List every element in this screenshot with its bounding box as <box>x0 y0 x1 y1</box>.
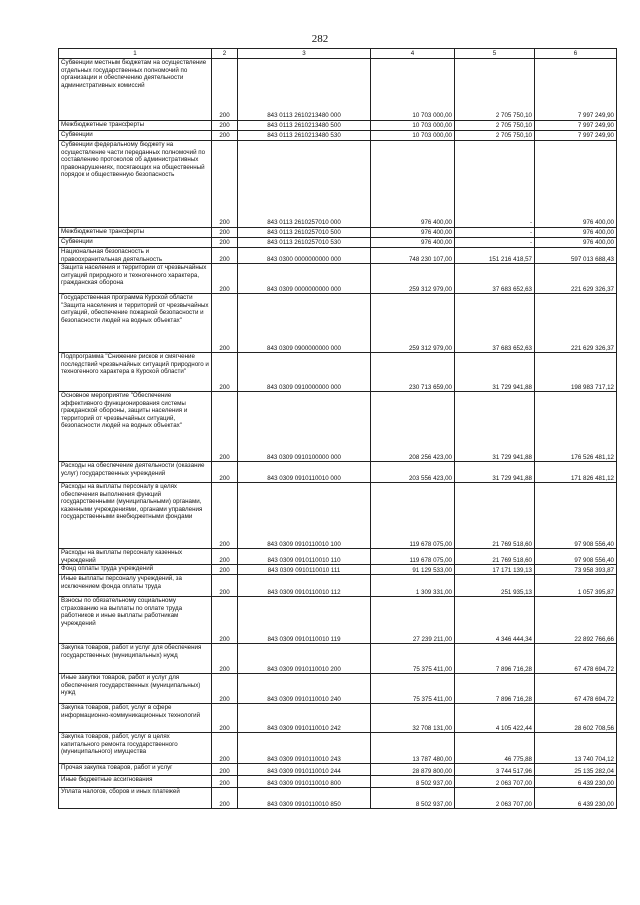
executed-amount-cell: 17 171 139,13 <box>455 565 535 575</box>
column-header: 3 <box>238 49 371 59</box>
column-header: 4 <box>371 49 455 59</box>
unexecuted-amount-cell: 67 478 694,72 <box>535 674 617 704</box>
budget-code-cell: 843 0309 0910110010 800 <box>238 776 371 788</box>
row-name-cell: Субвенции местным бюджетам на осуществление отдельных государственных полномочий по организации и обеспечению деятельности административных комиссий <box>59 59 212 121</box>
row-name-cell: Подпрограмма "Снижение рисков и смягчение последствий чрезвычайных ситуаций природного и техногенного характера в Курской области" <box>59 353 212 392</box>
executed-amount-cell: 31 729 941,88 <box>455 353 535 392</box>
column-header: 5 <box>455 49 535 59</box>
table-row <box>59 141 617 228</box>
approved-amount-cell: 259 312 979,00 <box>371 294 455 353</box>
line-code-cell: 200 <box>212 462 238 483</box>
executed-amount-cell: 21 769 518,60 <box>455 549 535 565</box>
budget-code-cell: 843 0309 0910110010 240 <box>238 674 371 704</box>
line-code-cell: 200 <box>212 59 238 121</box>
line-code-cell: 200 <box>212 704 238 733</box>
line-code-cell: 200 <box>212 131 238 141</box>
approved-amount-cell: 259 312 979,00 <box>371 264 455 294</box>
budget-code-cell: 843 0113 2610213480 000 <box>238 59 371 121</box>
line-code-cell: 200 <box>212 674 238 704</box>
approved-amount-cell: 10 703 000,00 <box>371 121 455 131</box>
executed-amount-cell: 37 683 652,63 <box>455 264 535 294</box>
row-name-cell: Фонд оплаты труда учреждений <box>59 565 212 575</box>
approved-amount-cell: 75 375 411,00 <box>371 644 455 674</box>
budget-code-cell: 843 0309 0910110010 244 <box>238 764 371 776</box>
row-name-cell: Закупка товаров, работ, услуг в целях капитального ремонта государственного (муниципального) имущества <box>59 733 212 764</box>
unexecuted-amount-cell: 7 997 249,90 <box>535 121 617 131</box>
approved-amount-cell: 75 375 411,00 <box>371 674 455 704</box>
line-code-cell: 200 <box>212 121 238 131</box>
table-row <box>59 733 617 764</box>
executed-amount-cell: 7 896 716,28 <box>455 674 535 704</box>
budget-code-cell: 843 0300 0000000000 000 <box>238 248 371 264</box>
table-row <box>59 353 617 392</box>
unexecuted-amount-cell: 13 740 704,12 <box>535 733 617 764</box>
approved-amount-cell: 748 230 107,00 <box>371 248 455 264</box>
line-code-cell: 200 <box>212 776 238 788</box>
executed-amount-cell: 151 216 418,57 <box>455 248 535 264</box>
approved-amount-cell: 119 678 075,00 <box>371 483 455 549</box>
row-name-cell: Уплата налогов, сборов и иных платежей <box>59 788 212 809</box>
line-code-cell: 200 <box>212 228 238 238</box>
executed-amount-cell: - <box>455 228 535 238</box>
line-code-cell: 200 <box>212 294 238 353</box>
table-row <box>59 644 617 674</box>
unexecuted-amount-cell: 221 629 326,37 <box>535 294 617 353</box>
executed-amount-cell: - <box>455 238 535 248</box>
table-header <box>59 49 617 59</box>
table-row <box>59 248 617 264</box>
budget-code-cell: 843 0113 2610257010 530 <box>238 238 371 248</box>
row-name-cell: Закупка товаров, работ и услуг для обеспечения государственных (муниципальных) нужд <box>59 644 212 674</box>
line-code-cell: 200 <box>212 238 238 248</box>
budget-code-cell: 843 0309 0900000000 000 <box>238 294 371 353</box>
table-row <box>59 764 617 776</box>
executed-amount-cell: 21 769 518,60 <box>455 483 535 549</box>
budget-code-cell: 843 0309 0910110010 000 <box>238 462 371 483</box>
unexecuted-amount-cell: 25 135 282,04 <box>535 764 617 776</box>
line-code-cell: 200 <box>212 264 238 294</box>
executed-amount-cell: 31 729 941,88 <box>455 462 535 483</box>
approved-amount-cell: 8 502 937,00 <box>371 776 455 788</box>
row-name-cell: Межбюджетные трансферты <box>59 228 212 238</box>
table-row <box>59 674 617 704</box>
budget-code-cell: 843 0309 0000000000 000 <box>238 264 371 294</box>
line-code-cell: 200 <box>212 392 238 462</box>
approved-amount-cell: 32 708 131,00 <box>371 704 455 733</box>
budget-code-cell: 843 0113 2610213480 500 <box>238 121 371 131</box>
budget-code-cell: 843 0309 0910110010 112 <box>238 575 371 597</box>
row-name-cell: Национальная безопасность и правоохранительная деятельность <box>59 248 212 264</box>
column-header: 6 <box>535 49 617 59</box>
line-code-cell: 200 <box>212 141 238 228</box>
table-row <box>59 597 617 644</box>
row-name-cell: Расходы на выплаты персоналу казенных учреждений <box>59 549 212 565</box>
executed-amount-cell: 4 346 444,34 <box>455 597 535 644</box>
approved-amount-cell: 10 703 000,00 <box>371 59 455 121</box>
unexecuted-amount-cell: 73 958 393,87 <box>535 565 617 575</box>
row-name-cell: Расходы на обеспечение деятельности (оказание услуг) государственных учреждений <box>59 462 212 483</box>
executed-amount-cell: 37 683 652,63 <box>455 294 535 353</box>
budget-code-cell: 843 0309 0910110010 200 <box>238 644 371 674</box>
table-row <box>59 59 617 121</box>
approved-amount-cell: 976 400,00 <box>371 141 455 228</box>
table-row <box>59 776 617 788</box>
budget-code-cell: 843 0309 0910100000 000 <box>238 392 371 462</box>
approved-amount-cell: 119 678 075,00 <box>371 549 455 565</box>
table-body <box>59 59 617 809</box>
table-row <box>59 294 617 353</box>
executed-amount-cell: 31 729 941,88 <box>455 392 535 462</box>
unexecuted-amount-cell: 6 439 230,00 <box>535 776 617 788</box>
table-row <box>59 264 617 294</box>
budget-code-cell: 843 0309 0910000000 000 <box>238 353 371 392</box>
executed-amount-cell: 4 105 422,44 <box>455 704 535 733</box>
unexecuted-amount-cell: 171 826 481,12 <box>535 462 617 483</box>
unexecuted-amount-cell: 1 057 395,87 <box>535 575 617 597</box>
unexecuted-amount-cell: 67 478 694,72 <box>535 644 617 674</box>
approved-amount-cell: 13 787 480,00 <box>371 733 455 764</box>
line-code-cell: 200 <box>212 733 238 764</box>
line-code-cell: 200 <box>212 764 238 776</box>
unexecuted-amount-cell: 597 013 688,43 <box>535 248 617 264</box>
approved-amount-cell: 28 879 800,00 <box>371 764 455 776</box>
table-row <box>59 462 617 483</box>
unexecuted-amount-cell: 198 983 717,12 <box>535 353 617 392</box>
unexecuted-amount-cell: 976 400,00 <box>535 238 617 248</box>
budget-code-cell: 843 0113 2610213480 530 <box>238 131 371 141</box>
unexecuted-amount-cell: 221 629 326,37 <box>535 264 617 294</box>
budget-code-cell: 843 0309 0910110010 119 <box>238 597 371 644</box>
executed-amount-cell: 2 063 707,00 <box>455 776 535 788</box>
executed-amount-cell: 7 896 716,28 <box>455 644 535 674</box>
unexecuted-amount-cell: 176 526 481,12 <box>535 392 617 462</box>
unexecuted-amount-cell: 97 908 556,40 <box>535 549 617 565</box>
executed-amount-cell: 2 705 750,10 <box>455 121 535 131</box>
line-code-cell: 200 <box>212 549 238 565</box>
table-row <box>59 483 617 549</box>
table-row <box>59 788 617 809</box>
unexecuted-amount-cell: 6 439 230,00 <box>535 788 617 809</box>
line-code-cell: 200 <box>212 353 238 392</box>
table-row <box>59 575 617 597</box>
row-name-cell: Субвенции <box>59 131 212 141</box>
approved-amount-cell: 976 400,00 <box>371 238 455 248</box>
row-name-cell: Взносы по обязательному социальному страхованию на выплаты по оплате труда работников и иные выплаты работникам учреждений <box>59 597 212 644</box>
unexecuted-amount-cell: 7 997 249,90 <box>535 59 617 121</box>
approved-amount-cell: 8 502 937,00 <box>371 788 455 809</box>
budget-code-cell: 843 0309 0910110010 111 <box>238 565 371 575</box>
unexecuted-amount-cell: 976 400,00 <box>535 228 617 238</box>
budget-code-cell: 843 0309 0910110010 110 <box>238 549 371 565</box>
budget-code-cell: 843 0309 0910110010 850 <box>238 788 371 809</box>
budget-table <box>58 48 617 809</box>
row-name-cell: Иные бюджетные ассигнования <box>59 776 212 788</box>
executed-amount-cell: 46 775,88 <box>455 733 535 764</box>
approved-amount-cell: 91 129 533,00 <box>371 565 455 575</box>
executed-amount-cell: 251 935,13 <box>455 575 535 597</box>
line-code-cell: 200 <box>212 248 238 264</box>
approved-amount-cell: 10 703 000,00 <box>371 131 455 141</box>
line-code-cell: 200 <box>212 565 238 575</box>
line-code-cell: 200 <box>212 575 238 597</box>
line-code-cell: 200 <box>212 788 238 809</box>
table-row <box>59 565 617 575</box>
line-code-cell: 200 <box>212 644 238 674</box>
line-code-cell: 200 <box>212 483 238 549</box>
executed-amount-cell: - <box>455 141 535 228</box>
executed-amount-cell: 2 063 707,00 <box>455 788 535 809</box>
budget-code-cell: 843 0113 2610257010 000 <box>238 141 371 228</box>
approved-amount-cell: 203 556 423,00 <box>371 462 455 483</box>
column-header: 1 <box>59 49 212 59</box>
approved-amount-cell: 27 239 211,00 <box>371 597 455 644</box>
table-row <box>59 704 617 733</box>
row-name-cell: Закупка товаров, работ, услуг в сфере информационно-коммуникационных технологий <box>59 704 212 733</box>
row-name-cell: Государственная программа Курской области "Защита населения и территорий от чрезвычайных ситуаций, обеспечение пожарной безопасности и безопасности людей на водных объектах" <box>59 294 212 353</box>
table-row <box>59 121 617 131</box>
page-number: 282 <box>311 33 329 45</box>
row-name-cell: Субвенции федеральному бюджету на осуществление части переданных полномочий по составлению протоколов об административных правонарушениях, посягающих на общественный порядок и общественную безопасность <box>59 141 212 228</box>
approved-amount-cell: 976 400,00 <box>371 228 455 238</box>
approved-amount-cell: 208 256 423,00 <box>371 392 455 462</box>
approved-amount-cell: 230 713 659,00 <box>371 353 455 392</box>
executed-amount-cell: 2 705 750,10 <box>455 131 535 141</box>
row-name-cell: Основное мероприятие "Обеспечение эффективного функционирования системы гражданской обороны, защиты населения и территорий от чрезвычайных ситуаций, безопасности людей на водных объектах" <box>59 392 212 462</box>
table-row <box>59 549 617 565</box>
unexecuted-amount-cell: 22 892 766,66 <box>535 597 617 644</box>
column-number-row <box>59 49 617 59</box>
row-name-cell: Защита населения и территории от чрезвычайных ситуаций природного и техногенного характера, гражданская оборона <box>59 264 212 294</box>
budget-code-cell: 843 0309 0910110010 100 <box>238 483 371 549</box>
budget-code-cell: 843 0309 0910110010 242 <box>238 704 371 733</box>
table-row <box>59 228 617 238</box>
table-row <box>59 238 617 248</box>
unexecuted-amount-cell: 28 602 708,56 <box>535 704 617 733</box>
unexecuted-amount-cell: 97 908 556,40 <box>535 483 617 549</box>
executed-amount-cell: 2 705 750,10 <box>455 59 535 121</box>
approved-amount-cell: 1 309 331,00 <box>371 575 455 597</box>
column-header: 2 <box>212 49 238 59</box>
budget-code-cell: 843 0113 2610257010 500 <box>238 228 371 238</box>
row-name-cell: Межбюджетные трансферты <box>59 121 212 131</box>
table-row <box>59 131 617 141</box>
line-code-cell: 200 <box>212 597 238 644</box>
row-name-cell: Иные выплаты персоналу учреждений, за исключением фонда оплаты труда <box>59 575 212 597</box>
budget-code-cell: 843 0309 0910110010 243 <box>238 733 371 764</box>
row-name-cell: Прочая закупка товаров, работ и услуг <box>59 764 212 776</box>
row-name-cell: Субвенции <box>59 238 212 248</box>
row-name-cell: Иные закупки товаров, работ и услуг для обеспечения государственных (муниципальных) нужд <box>59 674 212 704</box>
unexecuted-amount-cell: 976 400,00 <box>535 141 617 228</box>
table-row <box>59 392 617 462</box>
row-name-cell: Расходы на выплаты персоналу в целях обеспечения выполнения функций государственными (муниципальными) органами, казенными учреждениями, органами управления государственными внебюджетными фондами <box>59 483 212 549</box>
unexecuted-amount-cell: 7 997 249,90 <box>535 131 617 141</box>
executed-amount-cell: 3 744 517,96 <box>455 764 535 776</box>
